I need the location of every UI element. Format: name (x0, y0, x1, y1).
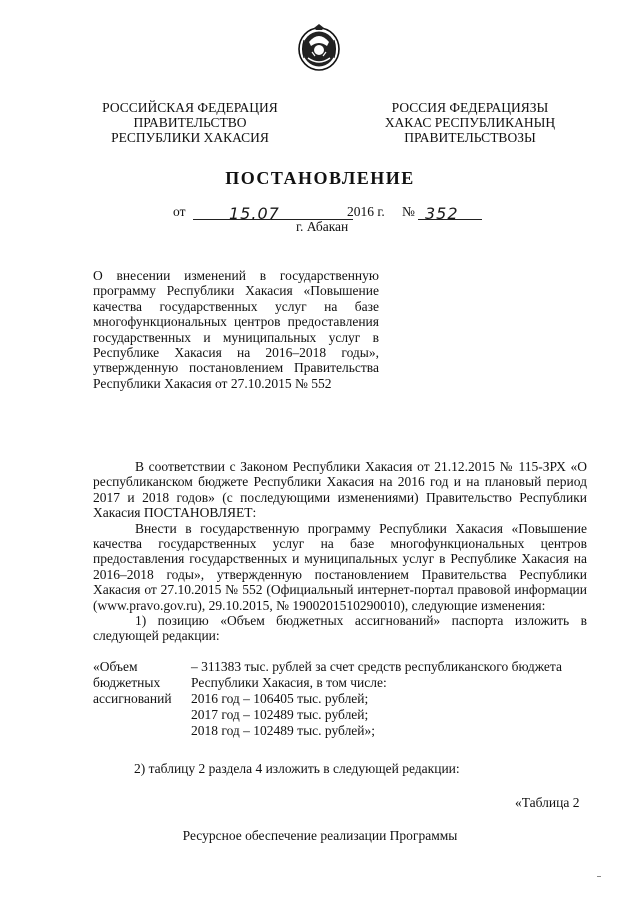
item-2-text: 2) таблицу 2 раздела 4 изложить в следующей редакции: (134, 761, 460, 776)
header-left-line: ПРАВИТЕЛЬСТВО (133, 115, 247, 130)
number-label: № (402, 204, 415, 219)
budget-value-line: 2016 год – 106405 тыс. рублей; (191, 691, 369, 706)
header-right-line: ХАКАС РЕСПУБЛИКАНЫҢ (384, 115, 556, 130)
budget-label-line: бюджетных (93, 675, 161, 690)
document-title: ПОСТАНОВЛЕНИЕ (225, 168, 415, 188)
header-left-block (92, 100, 288, 145)
budget-values (191, 659, 587, 739)
body-paragraph: Внести в государственную программу Республики Хакасия «Повышение качества государственных услуг на базе многофункциональных центров предоставления государственных и муниципальных услуг в Республике Хакасия на 2016–2018 годы», утвержденную постановлением Правительства Республики Хакасия от 27.10.2015 № 552 (Официальный интернет-портал правовой информации (www.pravo.gov.ru), 29.10.2015, № 1900201510290010), следующие изменения: (93, 520, 587, 613)
header-right-line: ПРАВИТЕЛЬСТВОЗЫ (404, 130, 536, 145)
budget-label (93, 659, 185, 707)
header-left-line: РЕСПУБЛИКИ ХАКАСИЯ (111, 130, 269, 145)
header-right-block (370, 100, 570, 145)
body-paragraph: 1) позицию «Объем бюджетных ассигнований» паспорта изложить в следующей редакции: (93, 613, 587, 644)
budget-value-line: Республики Хакасия, в том числе: (191, 675, 387, 690)
budget-label-line: «Объем (93, 659, 138, 674)
date-year: 2016 г. (347, 204, 385, 219)
table-2-label: «Таблица 2 (515, 795, 580, 810)
budget-value-line: 2018 год – 102489 тыс. рублей»; (191, 723, 376, 738)
body-paragraph: В соответствии с Законом Республики Хакасия от 21.12.2015 № 115-ЗРХ «О республиканском бюджете Республики Хакасия на 2016 год и на плановый период 2017 и 2018 годов» (с последующими изменениями) Правительство Республики Хакасия ПОСТАНОВЛЯЕТ: (93, 459, 587, 521)
date-from-label: от (173, 204, 186, 219)
city-label: г. Абакан (296, 219, 349, 234)
resource-title: Ресурсное обеспечение реализации Программы (182, 828, 458, 843)
header-right-line: РОССИЯ ФЕДЕРАЦИЯЗЫ (391, 100, 549, 115)
budget-value-line: 2017 год – 102489 тыс. рублей; (191, 707, 369, 722)
document-body (93, 459, 587, 644)
budget-value-line: – 311383 тыс. рублей за счет средств республиканского бюджета (191, 659, 562, 674)
scan-speck (597, 876, 601, 877)
handwritten-date: 15.07 (229, 204, 280, 223)
coat-of-arms-emblem (296, 22, 342, 72)
handwritten-number: 352 (425, 204, 459, 223)
document-subject: О внесении изменений в государственную программу Республики Хакасия «Повышение качества государственных услуг на базе многофункциональных центров предоставления государственных и муниципальных услуг в Республике Хакасия на 2016–2018 годы», утвержденную постановлением Правительства Республики Хакасия от 27.10.2015 № 552 (93, 268, 379, 391)
header-left-line: РОССИЙСКАЯ ФЕДЕРАЦИЯ (102, 100, 278, 115)
budget-label-line: ассигнований (93, 691, 172, 706)
